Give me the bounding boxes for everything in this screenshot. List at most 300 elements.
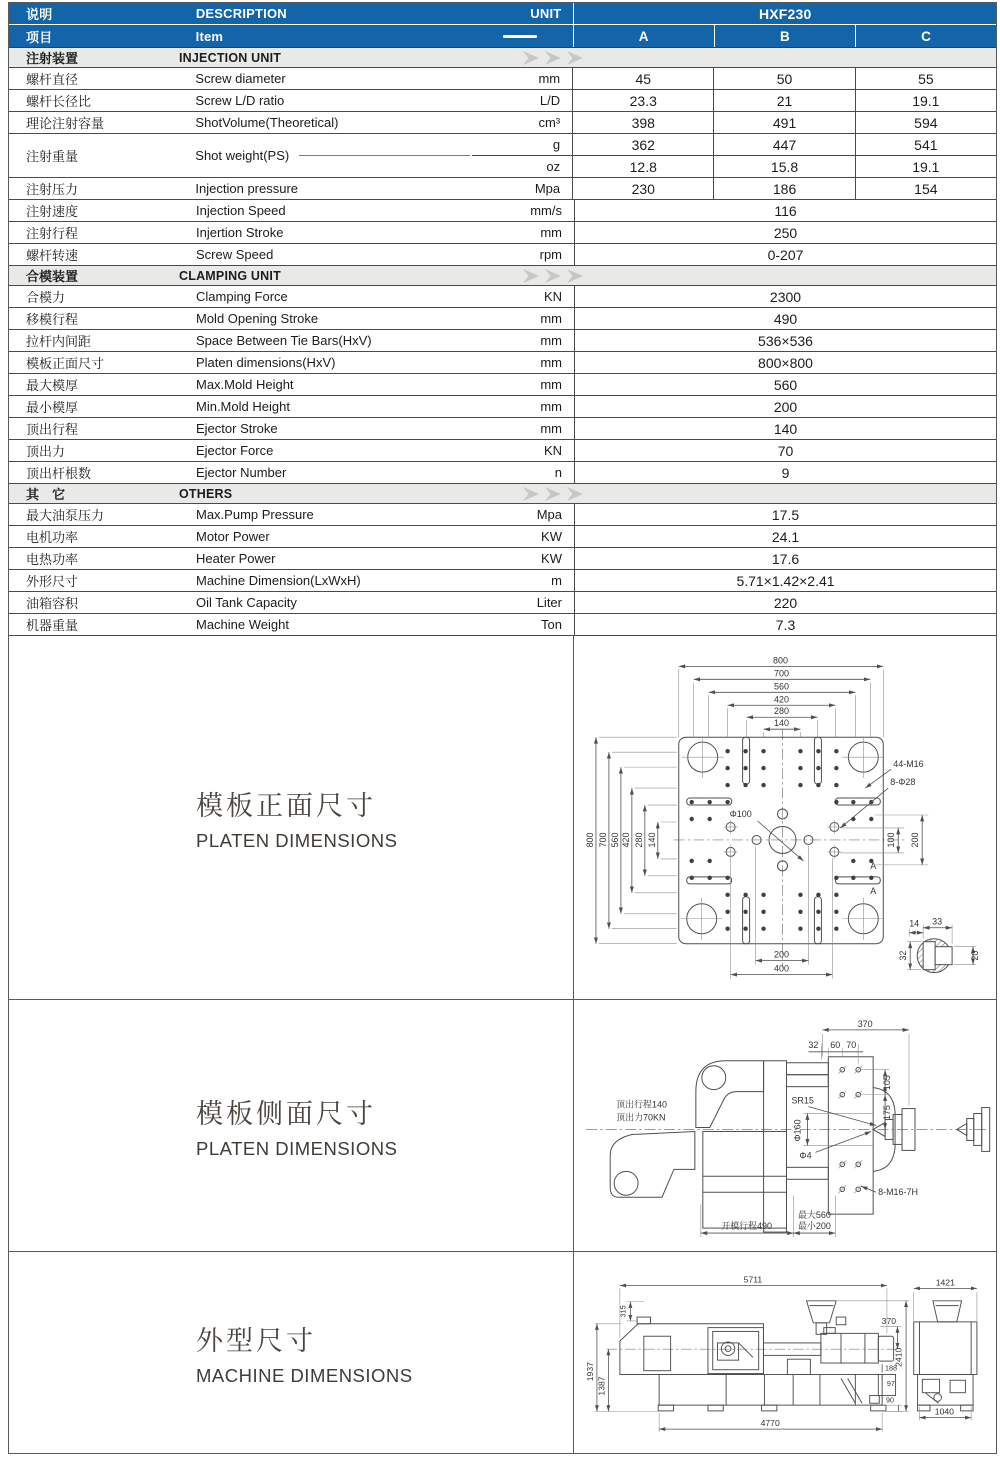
header-item: Item <box>195 28 224 44</box>
dim-140v: 140 <box>646 832 657 848</box>
extension-lines <box>599 669 928 978</box>
platen-side-label <box>9 1000 574 1251</box>
spec-row <box>9 418 996 440</box>
dim-560h: 560 <box>774 681 789 692</box>
row-label-zh: 理论注射容量 <box>26 116 105 131</box>
unit-dash-icon <box>503 35 537 38</box>
bolt-hole-icon <box>761 749 765 753</box>
bolt-hole-icon <box>725 766 729 770</box>
bolt-hole-icon <box>798 893 802 897</box>
spec-row <box>9 440 996 462</box>
spec-row <box>9 200 996 222</box>
bolt-hole-icon <box>834 893 838 897</box>
row-label-en <box>194 244 474 265</box>
dim-60: 60 <box>830 1039 841 1050</box>
dim-5711: 5711 <box>743 1274 763 1285</box>
section-title-zh: 模板侧面尺寸 <box>196 1098 376 1129</box>
unit-cell: Liter <box>536 595 562 610</box>
spec-row <box>9 134 996 178</box>
spec-row <box>9 178 996 200</box>
value-cell: 536×536 <box>574 330 996 351</box>
dim-105: 105 <box>882 1075 893 1091</box>
bolt-hole-icon <box>725 749 729 753</box>
value-cell: 2300 <box>574 286 996 307</box>
row-label-zh: 注射压力 <box>26 182 79 197</box>
row-label-zh: 模板正面尺寸 <box>26 356 105 371</box>
unit-cell: Mpa <box>536 507 562 522</box>
bolt-hole-icon <box>725 800 729 804</box>
value-cell: 560 <box>574 374 996 395</box>
label-max-height: 最大560 <box>797 1210 831 1221</box>
row-label-en <box>194 374 474 395</box>
value-cell: 12.8 <box>572 156 713 177</box>
bolt-hole-icon <box>690 859 694 863</box>
row-label-en-text: Injertion Stroke <box>196 225 284 240</box>
row-label-en <box>194 286 474 307</box>
bolt-hole-icon <box>761 766 765 770</box>
bolt-hole-icon <box>816 783 820 787</box>
row-label-en-text: Machine Weight <box>196 617 289 632</box>
row-label-en <box>194 352 474 373</box>
section-title-zh: 外型尺寸 <box>196 1325 316 1356</box>
bolt-hole-icon <box>798 749 802 753</box>
bolt-hole-icon <box>851 800 855 804</box>
value-cell: 186 <box>713 178 854 199</box>
value-cell: 17.5 <box>574 504 996 525</box>
bolt-hole-icon <box>834 927 838 931</box>
bolt-hole-icon <box>869 817 873 821</box>
side-extension-lines <box>701 1034 909 1237</box>
header-unit: UNIT <box>530 6 562 21</box>
row-label-en-text: Screw diameter <box>195 71 286 86</box>
value-cell: 154 <box>855 178 996 199</box>
platen-front-label <box>9 636 574 999</box>
label-44-M16: 44-M16 <box>893 759 924 770</box>
dim-800v: 800 <box>584 832 595 848</box>
row-label-en-text: Heater Power <box>196 551 276 566</box>
dim-2410: 2410 <box>893 1347 904 1367</box>
value-cell: 5.71×1.42×2.41 <box>574 570 996 591</box>
platen-front-section <box>9 636 996 999</box>
label-8-m16-7h: 8-M16-7H <box>878 1187 918 1198</box>
row-label-en <box>194 548 474 569</box>
header-description: DESCRIPTION <box>195 6 287 21</box>
row-label-en <box>194 222 474 243</box>
bolt-hole-icon <box>707 876 711 880</box>
bolt-hole-icon <box>725 893 729 897</box>
platen-front-svg <box>574 636 996 999</box>
chevron-right-icon <box>545 487 561 501</box>
tslot-detail <box>898 917 980 973</box>
bolt-hole-icon <box>725 927 729 931</box>
unit-cell: L/D <box>539 93 561 108</box>
row-label-en <box>194 614 474 635</box>
dim-200b: 200 <box>774 949 789 960</box>
section-title-zh: 合模装置 <box>26 269 79 284</box>
unit-cell: KW <box>541 551 562 566</box>
platen-side-svg <box>574 1000 996 1251</box>
section-title-en: INJECTION UNIT <box>179 50 282 65</box>
row-label-en-text: Max.Mold Height <box>196 377 294 392</box>
detail-33: 33 <box>932 916 943 927</box>
unit-cell: m <box>551 573 562 588</box>
dim-1421: 1421 <box>935 1277 955 1288</box>
header-zh-2: 项目 <box>26 29 53 45</box>
bolt-hole-icon <box>743 766 747 770</box>
row-label-en-text: Injection Speed <box>196 203 286 218</box>
spec-row <box>9 504 996 526</box>
row-label-en <box>194 418 474 439</box>
chevrons <box>523 269 583 283</box>
dim-370: 370 <box>857 1018 873 1029</box>
row-label-en <box>194 592 474 613</box>
section-title-en: PLATEN DIMENSIONS <box>196 829 398 851</box>
unit-cell: mm <box>538 71 561 86</box>
bolt-hole-icon <box>816 927 820 931</box>
dim-140h: 140 <box>774 718 789 729</box>
detail-20: 20 <box>970 950 981 961</box>
row-label-en-text: Shot weight(PS) <box>195 148 290 163</box>
platen-outline <box>679 737 884 944</box>
unit-cell: mm/s <box>530 203 562 218</box>
row-label-en <box>193 90 472 111</box>
label-ejector-force: 顶出力70KN <box>616 1112 666 1123</box>
value-cell: 7.3 <box>574 614 996 635</box>
bolt-hole-icon <box>798 927 802 931</box>
chevron-right-icon <box>545 51 561 65</box>
leader-line <box>299 155 470 156</box>
unit-cell: n <box>554 465 562 480</box>
bolt-hole-icon <box>743 749 747 753</box>
value-cell: 70 <box>574 440 996 461</box>
row-label-en <box>194 440 474 461</box>
label-d160: Φ160 <box>792 1119 803 1142</box>
value-cell: 541 <box>855 134 996 155</box>
unit-cell: oz <box>546 159 561 174</box>
unit-cell: mm <box>540 421 562 436</box>
dim-700v: 700 <box>597 832 608 848</box>
spec-row <box>9 592 996 614</box>
machine-dim-section <box>9 1251 996 1453</box>
dim-560v: 560 <box>609 832 620 848</box>
row-label-en <box>194 462 474 483</box>
dim-800h: 800 <box>773 655 788 666</box>
row-label-en-text: Platen dimensions(HxV) <box>196 355 336 370</box>
value-cell: 490 <box>574 308 996 329</box>
row-label-en-text: Max.Pump Pressure <box>196 507 314 522</box>
row-label-en-text: Motor Power <box>196 529 270 544</box>
row-label-en-text: Mold Opening Stroke <box>196 311 319 326</box>
unit-cell: KN <box>543 289 562 304</box>
section-title-en: MACHINE DIMENSIONS <box>196 1364 413 1386</box>
row-label-en-text: Min.Mold Height <box>196 399 290 414</box>
machine-dim-drawing <box>574 1252 996 1453</box>
section-header-row <box>9 266 996 286</box>
bolt-hole-icon <box>851 876 855 880</box>
bolt-hole-icon <box>725 783 729 787</box>
dim-400b: 400 <box>774 963 789 974</box>
section-mark-a1: A <box>870 860 877 871</box>
bolt-hole-icon <box>761 783 765 787</box>
bolt-hole-icon <box>743 893 747 897</box>
label-sr15: SR15 <box>791 1095 814 1106</box>
row-label-en-text: Clamping Force <box>196 289 288 304</box>
value-cell: 230 <box>572 178 713 199</box>
value-cell: 200 <box>574 396 996 417</box>
value-cell: 19.1 <box>855 90 996 111</box>
spec-row <box>9 112 996 134</box>
bolt-hole-icon <box>761 927 765 931</box>
unit-cell: mm <box>540 399 562 414</box>
header-unit-dash-cell <box>473 25 573 47</box>
spec-row <box>9 462 996 484</box>
unit-cell: KN <box>543 443 562 458</box>
chevrons <box>523 51 583 65</box>
bolt-hole-icon <box>834 766 838 770</box>
chevron-right-icon <box>567 51 583 65</box>
dim-1387: 1387 <box>596 1376 607 1396</box>
row-label-en-text: Ejector Number <box>196 465 287 480</box>
dim-4770: 4770 <box>760 1418 780 1429</box>
section-header-row <box>9 484 996 504</box>
section-title-en: CLAMPING UNIT <box>179 268 281 283</box>
chevron-right-icon <box>567 269 583 283</box>
subrow <box>472 134 996 156</box>
bolt-hole-icon <box>869 876 873 880</box>
dim-188: 188 <box>885 1364 897 1373</box>
section-header-row <box>9 48 996 68</box>
value-cell: 491 <box>713 112 854 133</box>
bolt-hole-icon <box>816 766 820 770</box>
unit-cell: Ton <box>541 617 562 632</box>
header-zh-1: 说明 <box>26 7 53 22</box>
bolt-hole-icon <box>834 749 838 753</box>
row-label-en <box>193 112 472 133</box>
bolt-hole-icon <box>707 800 711 804</box>
section-title-zh: 注射装置 <box>26 51 79 66</box>
bolt-hole-icon <box>690 876 694 880</box>
row-label-en-text: Ejector Force <box>196 443 274 458</box>
bolt-hole-icon <box>798 783 802 787</box>
unit-cell: cm³ <box>538 115 561 130</box>
row-label-en <box>194 504 474 525</box>
row-label-en <box>193 134 472 177</box>
dim-100: 100 <box>886 832 897 848</box>
header-row-2 <box>9 25 996 48</box>
value-cell: 594 <box>855 112 996 133</box>
bolt-hole-icon <box>816 910 820 914</box>
bolt-hole-icon <box>761 910 765 914</box>
bolt-hole-icon <box>798 910 802 914</box>
row-label-en-text: Screw Speed <box>196 247 274 262</box>
bolt-hole-icon <box>816 893 820 897</box>
value-cell: 23.3 <box>572 90 713 111</box>
section-title-en: PLATEN DIMENSIONS <box>196 1137 398 1159</box>
unit-cell: mm <box>540 225 562 240</box>
chevron-right-icon <box>523 487 539 501</box>
bolt-hole-icon <box>761 893 765 897</box>
label-opening-stroke: 开模行程490 <box>721 1221 773 1232</box>
value-cell: 21 <box>713 90 854 111</box>
bolt-hole-icon <box>834 783 838 787</box>
row-label-zh: 顶出行程 <box>26 422 79 437</box>
dimension-lines <box>596 666 922 974</box>
unit-cell: mm <box>540 377 562 392</box>
label-d100: Φ100 <box>729 809 752 820</box>
value-cell: 362 <box>572 134 713 155</box>
bolt-hole-icon <box>816 749 820 753</box>
row-label-en <box>194 308 474 329</box>
value-cell: 0-207 <box>574 244 996 265</box>
detail-14: 14 <box>909 918 920 929</box>
dim-97: 97 <box>886 1380 895 1388</box>
row-label-zh: 电热功率 <box>26 552 79 567</box>
platen-side-section <box>9 999 996 1251</box>
value-cell: 140 <box>574 418 996 439</box>
spec-row <box>9 244 996 266</box>
value-cell: 398 <box>572 112 713 133</box>
dim-175: 175 <box>882 1105 893 1121</box>
row-label-en <box>194 200 474 221</box>
dim-280h: 280 <box>774 706 789 717</box>
value-cell: 19.1 <box>855 156 996 177</box>
row-label-zh: 最大油泵压力 <box>26 508 105 523</box>
row-label-zh: 电机功率 <box>26 530 79 545</box>
spec-row <box>9 308 996 330</box>
bolt-hole-icon <box>725 910 729 914</box>
bolt-hole-icon <box>834 800 838 804</box>
value-cell: 250 <box>574 222 996 243</box>
value-cell: 116 <box>574 200 996 221</box>
row-label-en <box>194 330 474 351</box>
row-label-zh: 螺杆长径比 <box>26 94 92 109</box>
row-label-zh: 外形尺寸 <box>26 574 79 589</box>
spec-table-body <box>9 48 996 636</box>
subrows <box>472 134 996 177</box>
row-label-zh: 顶出力 <box>26 444 66 459</box>
dim-1937: 1937 <box>585 1362 596 1382</box>
row-label-en-text: Oil Tank Capacity <box>196 595 297 610</box>
unit-cell: mm <box>540 333 562 348</box>
unit-cell: mm <box>540 355 562 370</box>
platen-side-drawing <box>574 1000 996 1251</box>
spec-row <box>9 548 996 570</box>
spec-row <box>9 374 996 396</box>
dim-315: 315 <box>619 1305 628 1318</box>
spec-sheet <box>8 2 997 1454</box>
row-label-en <box>194 570 474 591</box>
dimension-texts <box>585 655 924 973</box>
header-row-1 <box>9 3 996 25</box>
row-label-zh: 顶出杆根数 <box>26 466 92 481</box>
unit-cell: Mpa <box>534 181 561 196</box>
row-label-zh: 螺杆直径 <box>26 72 79 87</box>
spec-row <box>9 352 996 374</box>
header-model: HXF230 <box>573 3 996 24</box>
row-label-zh: 合模力 <box>26 290 66 305</box>
value-cell: 45 <box>572 68 713 89</box>
value-cell: 24.1 <box>574 526 996 547</box>
chevron-right-icon <box>567 487 583 501</box>
row-label-zh: 注射行程 <box>26 226 79 241</box>
dim-1040: 1040 <box>934 1406 954 1417</box>
spec-row <box>9 68 996 90</box>
platen-front-drawing <box>574 636 996 999</box>
section-title-zh: 模板正面尺寸 <box>196 790 376 821</box>
row-label-zh: 拉杆内间距 <box>26 334 92 349</box>
dim-70: 70 <box>846 1039 857 1050</box>
label-min-height: 最小200 <box>797 1221 831 1232</box>
dim-370m: 370 <box>881 1315 897 1326</box>
value-cell: 800×800 <box>574 352 996 373</box>
value-cell: 17.6 <box>574 548 996 569</box>
value-cell: 447 <box>713 134 854 155</box>
chevron-right-icon <box>523 51 539 65</box>
row-label-en <box>193 178 472 199</box>
dim-420v: 420 <box>620 832 631 848</box>
row-label-zh: 最大模厚 <box>26 378 79 393</box>
row-label-en-text: Ejector Stroke <box>196 421 278 436</box>
row-label-en-text: Machine Dimension(LxWxH) <box>196 573 361 588</box>
row-label-zh: 最小模厚 <box>26 400 79 415</box>
row-label-en-text: Screw L/D ratio <box>195 93 285 108</box>
row-label-zh: 移模行程 <box>26 312 79 327</box>
dim-420h: 420 <box>774 694 789 705</box>
bolt-hole-icon <box>834 910 838 914</box>
spec-row <box>9 614 996 636</box>
row-label-en-text: Space Between Tie Bars(HxV) <box>196 333 372 348</box>
bolt-hole-icon <box>725 876 729 880</box>
bolt-hole-icon <box>851 859 855 863</box>
bolt-hole-icon <box>690 817 694 821</box>
spec-row <box>9 330 996 352</box>
row-label-zh: 注射重量 <box>26 149 79 164</box>
value-cell: 220 <box>574 592 996 613</box>
spec-row <box>9 222 996 244</box>
label-8-d28: 8-Φ28 <box>890 777 916 788</box>
machine-dim-svg <box>574 1252 996 1453</box>
detail-32: 32 <box>898 950 909 961</box>
label-ejector-stroke: 顶出行程140 <box>616 1099 667 1110</box>
spec-row <box>9 570 996 592</box>
dim-700h: 700 <box>774 668 789 679</box>
section-mark-a2: A <box>870 885 877 896</box>
chevrons <box>523 487 583 501</box>
bolt-hole-icon <box>690 800 694 804</box>
unit-cell: mm <box>540 311 562 326</box>
dim-32: 32 <box>808 1039 819 1050</box>
row-label-en <box>194 526 474 547</box>
row-label-zh: 机器重量 <box>26 618 79 633</box>
row-label-en-text: Injection pressure <box>195 181 299 196</box>
unit-cell: KW <box>541 529 562 544</box>
spec-row <box>9 526 996 548</box>
machine-dim-label <box>9 1252 574 1453</box>
bolt-hole-icon <box>707 817 711 821</box>
row-label-en-text: ShotVolume(Theoretical) <box>195 115 339 130</box>
chevron-right-icon <box>545 269 561 283</box>
value-cell: 50 <box>713 68 854 89</box>
row-label-en <box>193 68 472 89</box>
dim-200r: 200 <box>910 832 921 848</box>
spec-row <box>9 90 996 112</box>
spec-row <box>9 286 996 308</box>
bolt-hole-icon <box>798 766 802 770</box>
dim-90: 90 <box>885 1396 894 1405</box>
header-col-a: A <box>573 25 714 47</box>
row-label-en <box>194 396 474 417</box>
section-title-zh: 其 它 <box>26 487 66 502</box>
